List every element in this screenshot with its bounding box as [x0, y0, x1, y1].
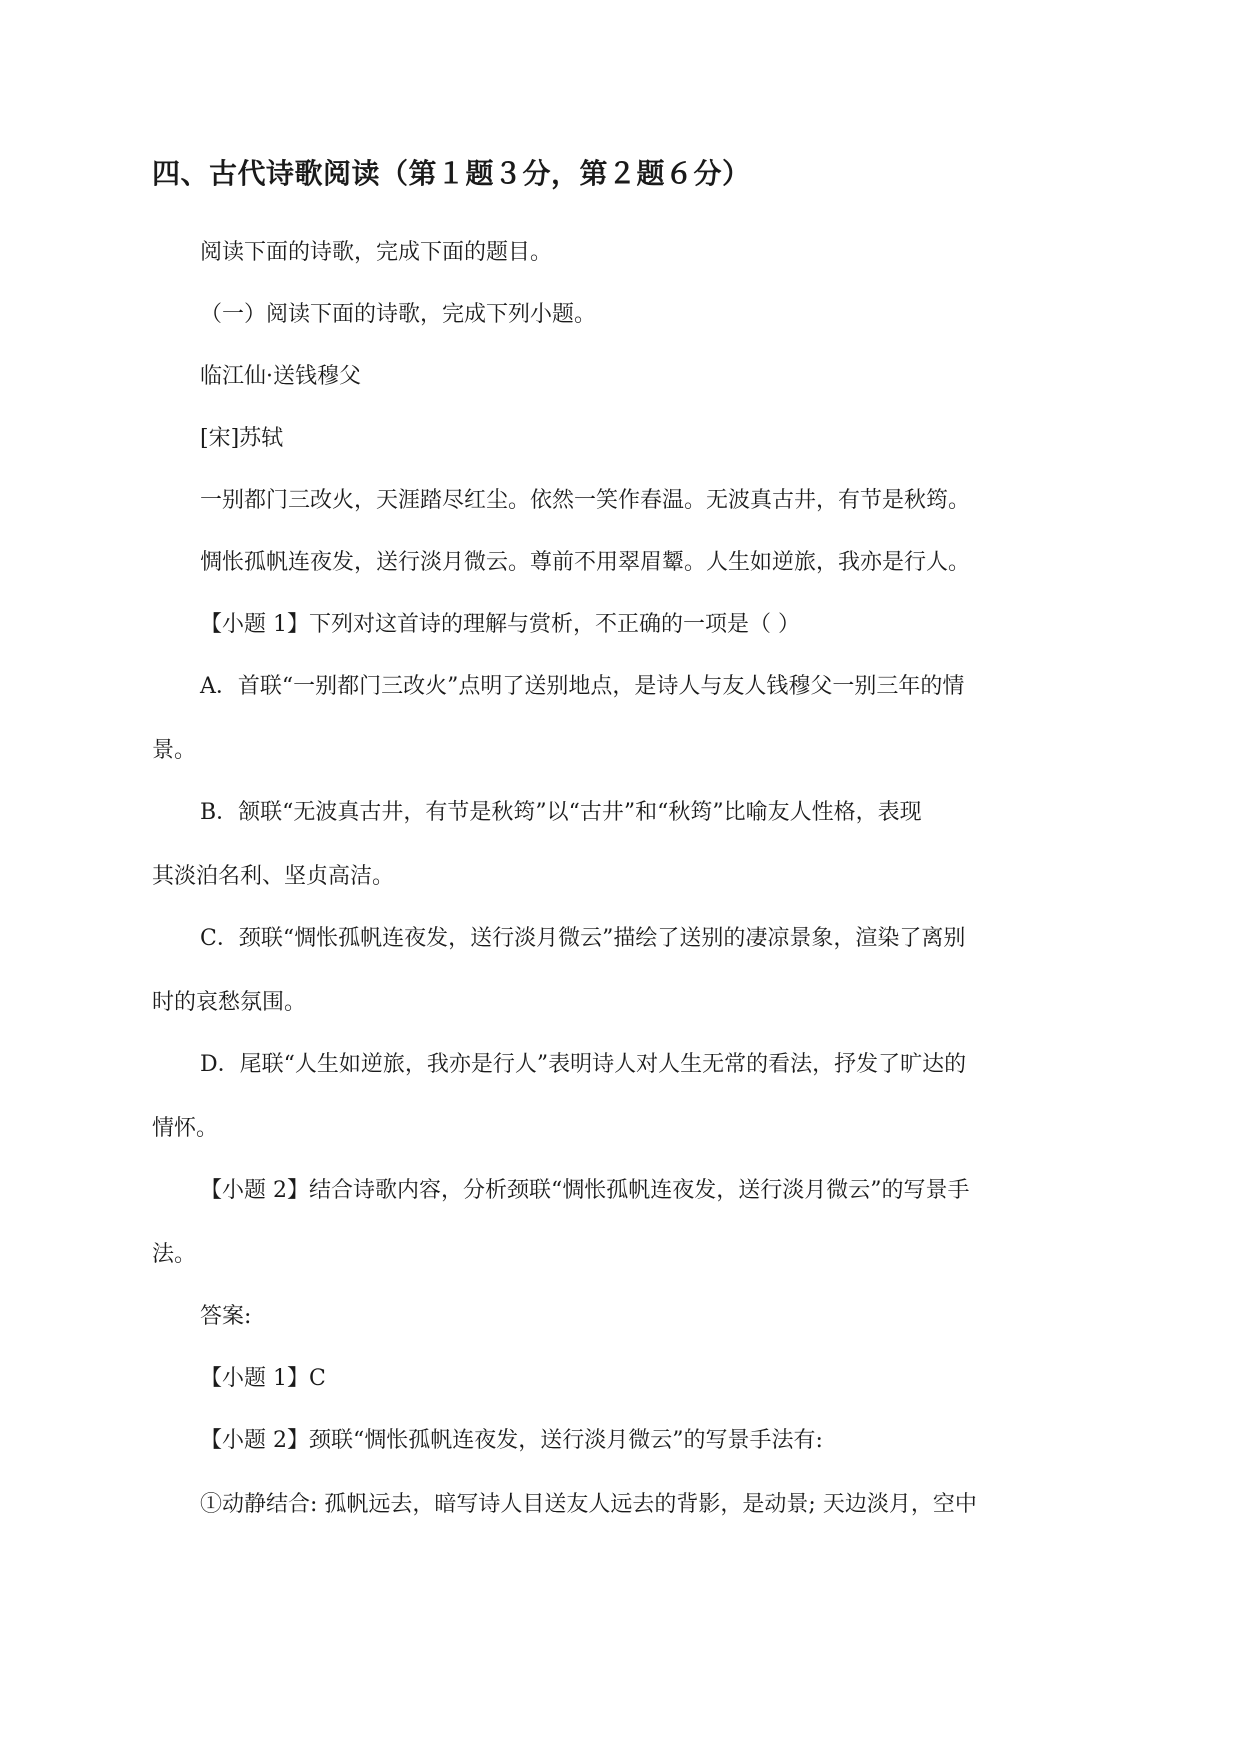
section-heading: 四、古代诗歌阅读（第１题３分，第２题６分）	[152, 157, 751, 190]
option-d-continued: 情怀。	[152, 1116, 219, 1141]
question-2-stem-continued: 法。	[152, 1242, 197, 1267]
option-c: C．颈联“惆怅孤帆连夜发，送行淡月微云”描绘了送别的凄凉景象，渲染了离别	[200, 926, 966, 951]
option-a-continued: 景。	[152, 738, 197, 763]
option-c-continued: 时的哀愁氛围。	[152, 990, 307, 1015]
poem-author: [宋]苏轼	[200, 426, 284, 451]
option-d: D．尾联“人生如逆旅，我亦是行人”表明诗人对人生无常的看法，抒发了旷达的	[200, 1052, 967, 1077]
answer-2: 【小题 2】颈联“惆怅孤帆连夜发，送行淡月微云”的写景手法有:	[200, 1428, 823, 1453]
option-b-continued: 其淡泊名利、坚贞高洁。	[152, 864, 395, 889]
poem-line-1: 一别都门三改火，天涯踏尽红尘。依然一笑作春温。无波真古井，有节是秋筠。	[200, 488, 971, 513]
question-1-stem: 【小题 1】下列对这首诗的理解与赏析，不正确的一项是（ ）	[200, 612, 800, 637]
sub-instruction-text: （一）阅读下面的诗歌，完成下列小题。	[200, 302, 597, 327]
answer-2-point-1: ①动静结合: 孤帆远去，暗写诗人目送友人远去的背影，是动景; 天边淡月，空中	[200, 1492, 977, 1517]
instruction-text: 阅读下面的诗歌，完成下面的题目。	[200, 240, 553, 265]
answer-1: 【小题 1】C	[200, 1366, 326, 1391]
question-2-stem: 【小题 2】结合诗歌内容，分析颈联“惆怅孤帆连夜发，送行淡月微云”的写景手	[200, 1178, 970, 1203]
answers-label: 答案:	[200, 1304, 252, 1329]
option-a: A．首联“一别都门三改火”点明了送别地点，是诗人与友人钱穆父一别三年的情	[200, 674, 965, 699]
poem-line-2: 惆怅孤帆连夜发，送行淡月微云。尊前不用翠眉颦。人生如逆旅，我亦是行人。	[200, 550, 971, 575]
poem-title: 临江仙·送钱穆父	[200, 364, 361, 389]
option-b: B．颔联“无波真古井，有节是秋筠”以“古井”和“秋筠”比喻友人性格，表现	[200, 800, 922, 825]
